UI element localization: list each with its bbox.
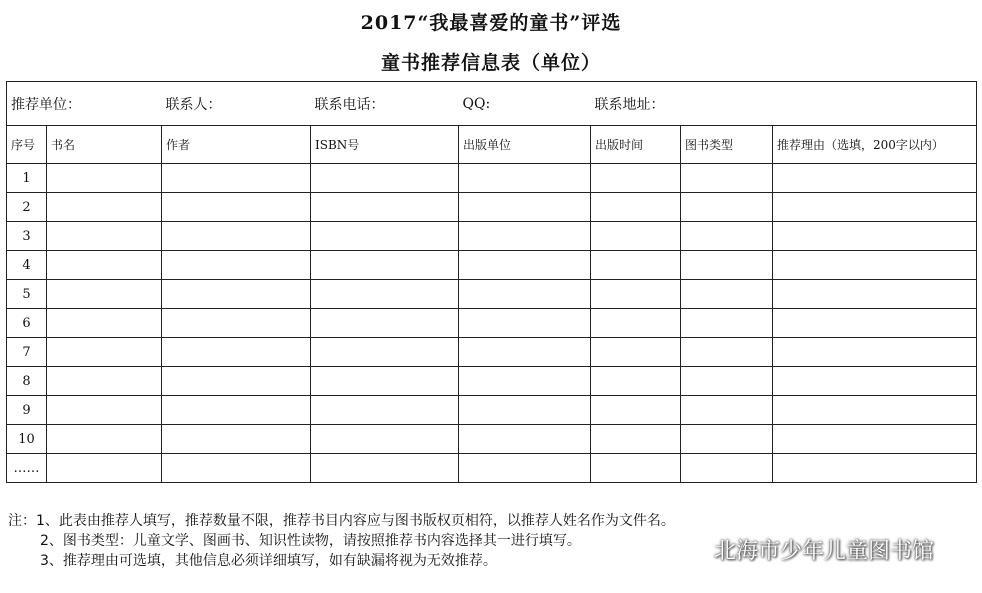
empty-cell[interactable]	[773, 425, 977, 454]
contact-info-row	[7, 82, 977, 126]
empty-cell[interactable]	[591, 280, 681, 309]
empty-cell[interactable]	[773, 251, 977, 280]
empty-cell[interactable]	[681, 454, 773, 483]
table-row	[7, 454, 977, 483]
empty-cell[interactable]	[311, 309, 459, 338]
note-3: 3、推荐理由可选填，其他信息必须详细填写，如有缺漏将视为无效推荐。	[40, 553, 497, 569]
empty-cell[interactable]	[459, 309, 591, 338]
table-row	[7, 222, 977, 251]
empty-cell[interactable]	[311, 454, 459, 483]
header-cell-title: 书名	[47, 126, 162, 164]
empty-cell[interactable]	[47, 251, 162, 280]
empty-cell[interactable]	[162, 454, 311, 483]
empty-cell[interactable]	[773, 309, 977, 338]
empty-cell[interactable]	[47, 309, 162, 338]
empty-cell[interactable]	[773, 367, 977, 396]
empty-cell[interactable]	[773, 193, 977, 222]
empty-cell[interactable]	[47, 164, 162, 193]
table-row	[7, 193, 977, 222]
row-index-cell: 4	[7, 251, 47, 280]
empty-cell[interactable]	[681, 309, 773, 338]
empty-cell[interactable]	[162, 251, 311, 280]
empty-cell[interactable]	[459, 367, 591, 396]
empty-cell[interactable]	[681, 396, 773, 425]
table-row	[7, 425, 977, 454]
empty-cell[interactable]	[162, 164, 311, 193]
empty-cell[interactable]	[162, 425, 311, 454]
empty-cell[interactable]	[681, 367, 773, 396]
table-row	[7, 251, 977, 280]
empty-cell[interactable]	[591, 454, 681, 483]
empty-cell[interactable]	[311, 367, 459, 396]
empty-cell[interactable]	[47, 338, 162, 367]
recommendation-table	[6, 81, 977, 483]
empty-cell[interactable]	[47, 425, 162, 454]
row-index-cell: 3	[7, 222, 47, 251]
row-index-cell: ……	[7, 454, 47, 483]
row-index-cell: 8	[7, 367, 47, 396]
empty-cell[interactable]	[459, 454, 591, 483]
empty-cell[interactable]	[311, 425, 459, 454]
header-cell-isbn: ISBN号	[311, 126, 459, 164]
phone-field[interactable]: 联系电话：	[311, 82, 459, 126]
empty-cell[interactable]	[47, 454, 162, 483]
empty-cell[interactable]	[459, 396, 591, 425]
empty-cell[interactable]	[591, 367, 681, 396]
empty-cell[interactable]	[591, 193, 681, 222]
header-cell-index: 序号	[7, 126, 47, 164]
row-index-cell: 7	[7, 338, 47, 367]
empty-cell[interactable]	[162, 222, 311, 251]
empty-cell[interactable]	[162, 367, 311, 396]
row-index-cell: 2	[7, 193, 47, 222]
header-cell-reason: 推荐理由（选填，200字以内）	[773, 126, 977, 164]
empty-cell[interactable]	[47, 222, 162, 251]
empty-cell[interactable]	[591, 164, 681, 193]
header-cell-author: 作者	[162, 126, 311, 164]
notes	[8, 511, 675, 571]
empty-cell[interactable]	[162, 396, 311, 425]
empty-cell[interactable]	[591, 425, 681, 454]
note-2: 2、图书类型：儿童文学、图画书、知识性读物，请按照推荐书内容选择其一进行填写。	[40, 533, 581, 549]
empty-cell[interactable]	[773, 280, 977, 309]
empty-cell[interactable]	[681, 251, 773, 280]
empty-cell[interactable]	[773, 338, 977, 367]
row-index-cell: 1	[7, 164, 47, 193]
table-row	[7, 367, 977, 396]
qq-field[interactable]: QQ:	[459, 82, 591, 126]
empty-cell[interactable]	[47, 193, 162, 222]
empty-cell[interactable]	[681, 338, 773, 367]
empty-cell[interactable]	[459, 222, 591, 251]
empty-cell[interactable]	[162, 309, 311, 338]
empty-cell[interactable]	[459, 251, 591, 280]
empty-cell[interactable]	[681, 280, 773, 309]
empty-cell[interactable]	[773, 164, 977, 193]
empty-cell[interactable]	[773, 454, 977, 483]
empty-cell[interactable]	[47, 396, 162, 425]
header-cell-pub-date: 出版时间	[591, 126, 681, 164]
table-row	[7, 164, 977, 193]
table-row	[7, 396, 977, 425]
table-row	[7, 309, 977, 338]
empty-cell[interactable]	[681, 193, 773, 222]
address-field[interactable]: 联系地址：	[591, 82, 977, 126]
header-cell-book-type: 图书类型	[681, 126, 773, 164]
empty-cell[interactable]	[311, 396, 459, 425]
title-line-2: 童书推荐信息表（单位）	[380, 52, 601, 74]
empty-cell[interactable]	[311, 193, 459, 222]
row-index-cell: 10	[7, 425, 47, 454]
empty-cell[interactable]	[681, 164, 773, 193]
row-index-cell: 6	[7, 309, 47, 338]
empty-cell[interactable]	[311, 280, 459, 309]
empty-cell[interactable]	[459, 425, 591, 454]
empty-cell[interactable]	[459, 193, 591, 222]
empty-cell[interactable]	[459, 164, 591, 193]
empty-cell[interactable]	[459, 280, 591, 309]
table-body	[7, 164, 977, 483]
empty-cell[interactable]	[591, 309, 681, 338]
header-row	[7, 126, 977, 164]
empty-cell[interactable]	[773, 222, 977, 251]
watermark	[676, 534, 934, 565]
title-line-1: 2017“我最喜爱的童书”评选	[360, 12, 622, 34]
watermark-text: 北海市少年儿童图书馆	[714, 539, 935, 564]
empty-cell[interactable]	[681, 425, 773, 454]
unit-field[interactable]: 推荐单位：	[7, 82, 162, 126]
empty-cell[interactable]	[591, 396, 681, 425]
empty-cell[interactable]	[591, 222, 681, 251]
empty-cell[interactable]	[591, 251, 681, 280]
empty-cell[interactable]	[311, 338, 459, 367]
empty-cell[interactable]	[311, 251, 459, 280]
empty-cell[interactable]	[773, 396, 977, 425]
empty-cell[interactable]	[591, 338, 681, 367]
row-index-cell: 9	[7, 396, 47, 425]
empty-cell[interactable]	[47, 367, 162, 396]
empty-cell[interactable]	[681, 222, 773, 251]
table-row	[7, 338, 977, 367]
contact-field[interactable]: 联系人：	[162, 82, 311, 126]
empty-cell[interactable]	[47, 280, 162, 309]
empty-cell[interactable]	[162, 193, 311, 222]
empty-cell[interactable]	[311, 222, 459, 251]
empty-cell[interactable]	[162, 338, 311, 367]
empty-cell[interactable]	[459, 338, 591, 367]
table-row	[7, 280, 977, 309]
note-1: 注：1、此表由推荐人填写，推荐数量不限，推荐书目内容应与图书版权页相符，以推荐人姓名作为文件名。	[8, 513, 675, 529]
wechat-icon	[676, 537, 706, 563]
empty-cell[interactable]	[162, 280, 311, 309]
header-cell-publisher: 出版单位	[459, 126, 591, 164]
empty-cell[interactable]	[311, 164, 459, 193]
row-index-cell: 5	[7, 280, 47, 309]
